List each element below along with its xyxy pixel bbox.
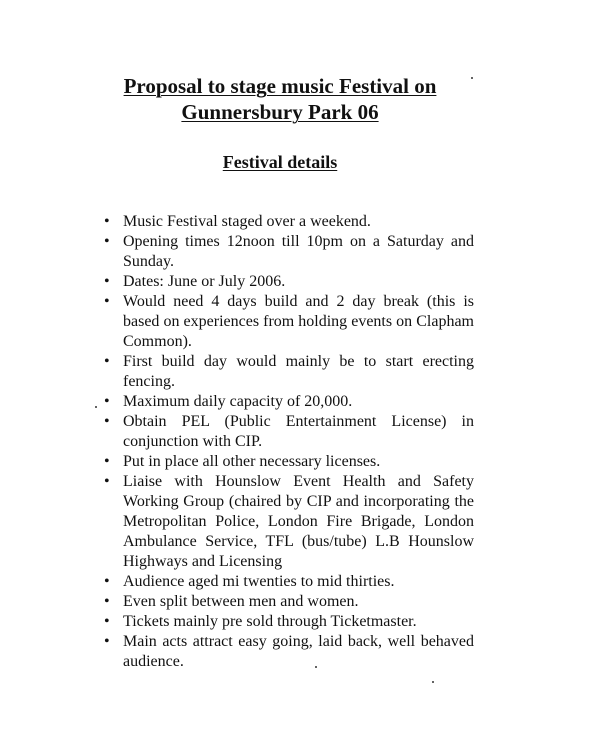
list-item bbox=[104, 232, 474, 272]
list-item-text: Would need 4 days build and 2 day break (this is based on experiences from holding events on Clapham Common). bbox=[123, 293, 474, 350]
list-item bbox=[104, 272, 474, 292]
title-line-1: Proposal to stage music Festival on bbox=[123, 74, 437, 98]
section-heading: Festival details bbox=[222, 152, 338, 172]
list-item-text: Dates: June or July 2006. bbox=[123, 273, 286, 290]
list-item bbox=[104, 212, 474, 232]
bullet-icon: • bbox=[104, 273, 110, 290]
document-title-continued bbox=[60, 99, 500, 125]
list-item-text: Tickets mainly pre sold through Ticketmaster. bbox=[123, 613, 417, 630]
list-item-text: Opening times 12noon till 10pm on a Saturday and Sunday. bbox=[123, 233, 474, 270]
list-item bbox=[104, 572, 474, 592]
festival-details-list bbox=[104, 212, 474, 672]
bullet-icon: • bbox=[104, 413, 110, 430]
document-title bbox=[60, 73, 500, 99]
bullet-icon: • bbox=[104, 573, 110, 590]
title-line-2: Gunnersbury Park 06 bbox=[181, 100, 379, 124]
scan-speck bbox=[432, 681, 434, 683]
list-item-text: Audience aged mi twenties to mid thirties. bbox=[123, 573, 395, 590]
list-item bbox=[104, 412, 474, 452]
list-item bbox=[104, 612, 474, 632]
bullet-icon: • bbox=[104, 613, 110, 630]
bullet-icon: • bbox=[104, 473, 110, 490]
list-item bbox=[104, 292, 474, 352]
list-item-text: Even split between men and women. bbox=[123, 593, 359, 610]
bullet-icon: • bbox=[104, 233, 110, 250]
bullet-icon: • bbox=[104, 393, 110, 410]
bullet-icon: • bbox=[104, 213, 110, 230]
list-item bbox=[104, 392, 474, 412]
list-item bbox=[104, 352, 474, 392]
list-item bbox=[104, 472, 474, 572]
list-item-text: Obtain PEL (Public Entertainment License) in conjunction with CIP. bbox=[123, 413, 474, 450]
bullet-icon: • bbox=[104, 633, 110, 650]
bullet-icon: • bbox=[104, 593, 110, 610]
list-item-text: Music Festival staged over a weekend. bbox=[123, 213, 371, 230]
list-item bbox=[104, 632, 474, 672]
scan-speck bbox=[315, 666, 317, 668]
bullet-icon: • bbox=[104, 353, 110, 370]
list-item-text: Liaise with Hounslow Event Health and Safety Working Group (chaired by CIP and incorporating the Metropolitan Police, London Fire Brigade, London Ambulance Service, TFL (bus/tube) L.B Hounslow Highways and Licensing bbox=[123, 473, 474, 570]
list-item bbox=[104, 452, 474, 472]
list-item-text: Put in place all other necessary licenses. bbox=[123, 453, 381, 470]
list-item-text: Maximum daily capacity of 20,000. bbox=[123, 393, 353, 410]
bullet-icon: • bbox=[104, 293, 110, 310]
scan-speck bbox=[95, 406, 97, 408]
list-item-text: Main acts attract easy going, laid back, well behaved audience. bbox=[123, 633, 474, 670]
list-item bbox=[104, 592, 474, 612]
bullet-icon: • bbox=[104, 453, 110, 470]
scan-speck bbox=[471, 77, 473, 79]
list-item-text: First build day would mainly be to start erecting fencing. bbox=[123, 353, 474, 390]
